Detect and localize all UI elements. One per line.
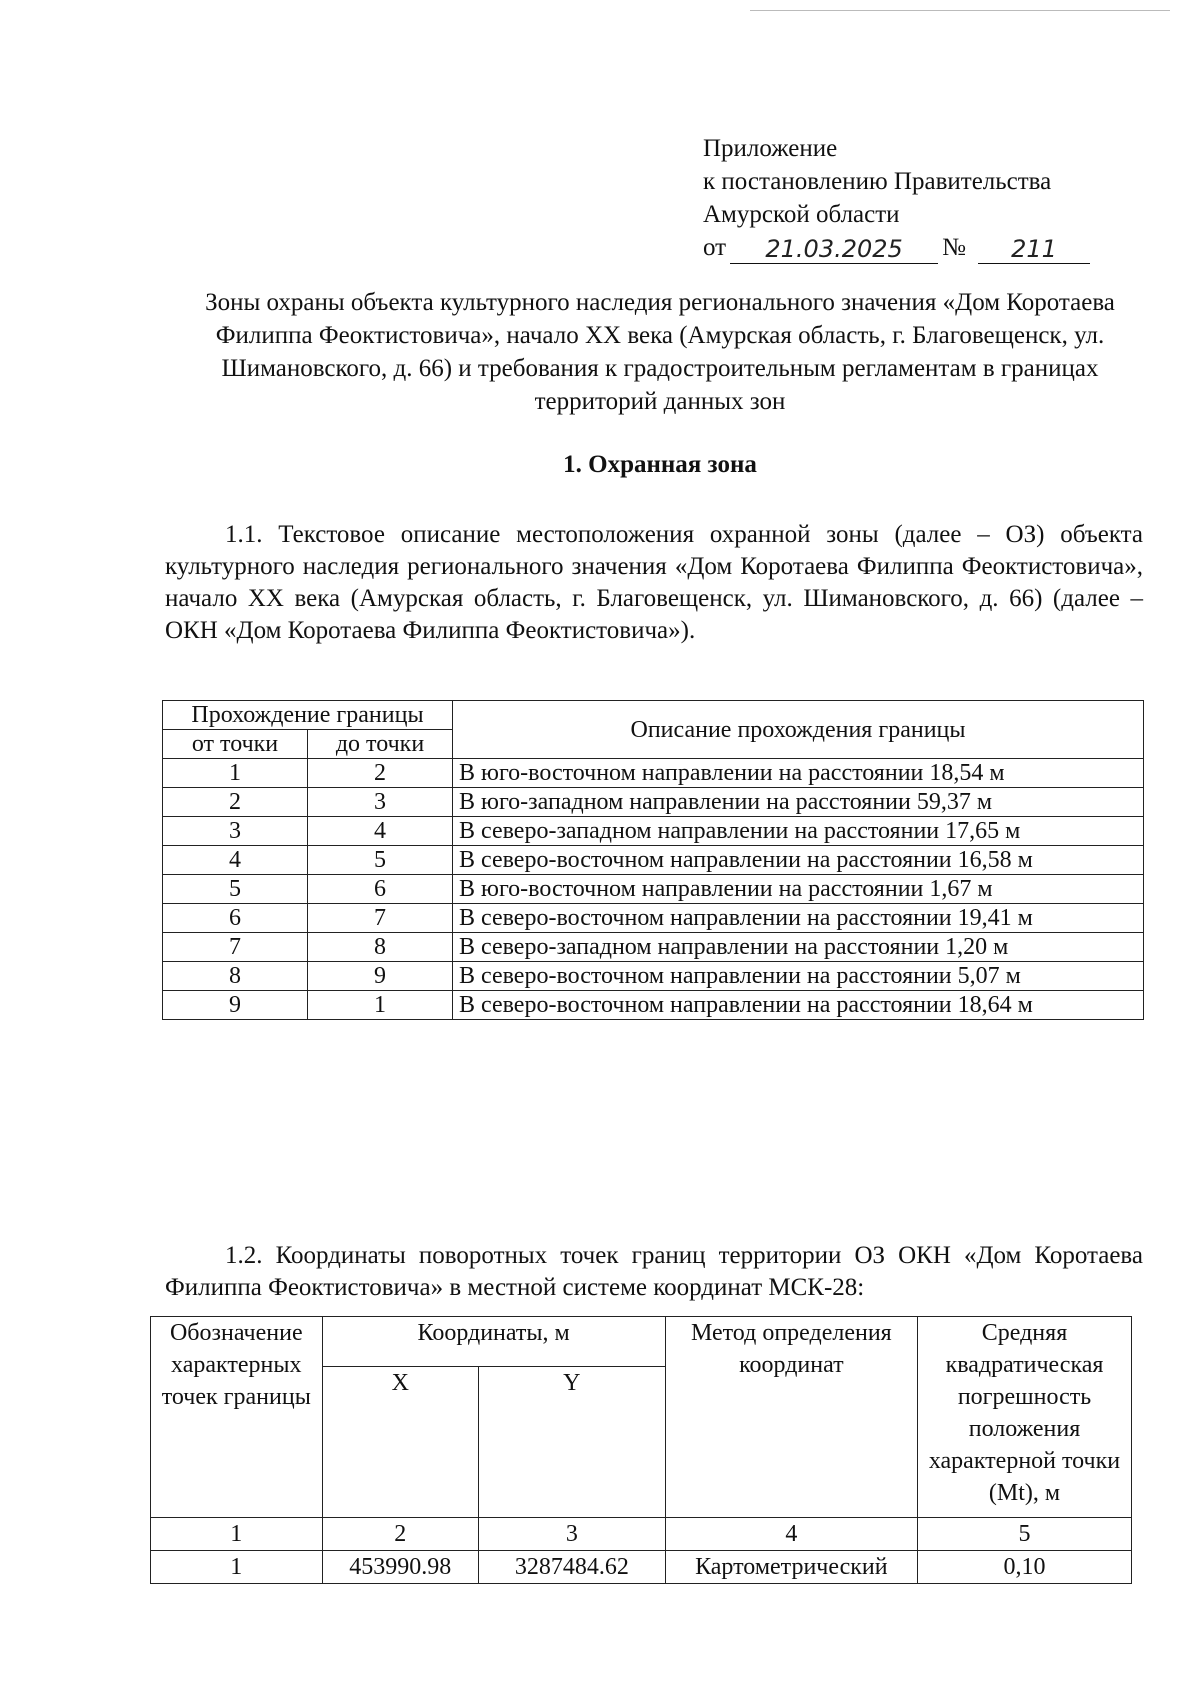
paragraph-1-2: 1.2. Координаты поворотных точек границ территории ОЗ ОКН «Дом Коротаева Филиппа Феоктистовича» в местной системе координат МСК-28: — [165, 1242, 1143, 1301]
boundary-row — [163, 817, 1144, 846]
boundary-to-point: 1 — [308, 991, 453, 1020]
header-boundary-passage: Прохождение границы — [163, 701, 453, 730]
header-x: X — [322, 1367, 478, 1518]
boundary-header-row — [163, 701, 1144, 730]
annex-line-3: Амурской области — [703, 201, 900, 228]
scan-top-line — [750, 10, 1170, 11]
boundary-to-point: 3 — [308, 788, 453, 817]
coord-method: Картометрический — [665, 1551, 917, 1584]
boundary-description: В северо-восточном направлении на расстоянии 16,58 м — [453, 846, 1144, 875]
boundary-to-point: 2 — [308, 759, 453, 788]
document-title: Зоны охраны объекта культурного наследия регионального значения «Дом Коротаева Филиппа Феоктистовича», начало XX века (Амурская область, г. Благовещенск, ул. Шимановского, д. 66) и требования к градостроительным регламентам в границах территорий данных зон — [205, 289, 1115, 415]
boundary-description: В северо-западном направлении на расстоянии 1,20 м — [453, 933, 1144, 962]
boundary-row — [163, 788, 1144, 817]
header-coordinates: Координаты, м — [322, 1317, 665, 1367]
boundary-from-point: 8 — [163, 962, 308, 991]
annex-block — [703, 132, 1090, 264]
coord-row — [151, 1551, 1132, 1584]
boundary-row — [163, 759, 1144, 788]
annex-line-1: Приложение — [703, 135, 838, 162]
boundary-from-point: 1 — [163, 759, 308, 788]
numbering-cell: 5 — [918, 1518, 1132, 1551]
coord-y: 3287484.62 — [478, 1551, 665, 1584]
boundary-to-point: 9 — [308, 962, 453, 991]
coord-x: 453990.98 — [322, 1551, 478, 1584]
annex-dateline — [703, 231, 1090, 264]
boundary-description: В северо-восточном направлении на расстоянии 18,64 м — [453, 991, 1144, 1020]
boundary-row — [163, 875, 1144, 904]
numbering-cell: 3 — [478, 1518, 665, 1551]
numbering-cell: 2 — [322, 1518, 478, 1551]
boundary-from-point: 2 — [163, 788, 308, 817]
coord-point: 1 — [151, 1551, 323, 1584]
paragraph-1-1: 1.1. Текстовое описание местоположения охранной зоны (далее – ОЗ) объекта культурного наследия регионального значения «Дом Коротаева Филиппа Феоктистовича», начало XX века (Амурская область, г. Благовещенск, ул. Шимановского, д. 66) (далее – ОКН «Дом Коротаева Филиппа Феоктистовича»). — [165, 521, 1143, 644]
coord-numbering-row — [151, 1518, 1132, 1551]
boundary-description: В юго-западном направлении на расстоянии 59,37 м — [453, 788, 1144, 817]
boundary-row — [163, 933, 1144, 962]
number-sign: № — [942, 234, 966, 261]
boundary-to-point: 6 — [308, 875, 453, 904]
boundary-table — [162, 700, 1144, 1020]
boundary-to-point: 8 — [308, 933, 453, 962]
boundary-from-point: 3 — [163, 817, 308, 846]
boundary-description: В северо-западном направлении на расстоянии 17,65 м — [453, 817, 1144, 846]
boundary-to-point: 7 — [308, 904, 453, 933]
header-error: Средняя квадратическая погрешность положения характерной точки (Mt), м — [918, 1317, 1132, 1518]
annex-line-2: к постановлению Правительства — [703, 168, 1052, 195]
header-point-designation: Обозначение характерных точек границы — [151, 1317, 323, 1518]
header-from-point: от точки — [163, 730, 308, 759]
boundary-description: В юго-восточном направлении на расстоянии 1,67 м — [453, 875, 1144, 904]
header-description: Описание прохождения границы — [453, 701, 1144, 759]
date-prefix: от — [703, 234, 727, 261]
boundary-from-point: 6 — [163, 904, 308, 933]
boundary-row — [163, 991, 1144, 1020]
boundary-description: В северо-восточном направлении на расстоянии 19,41 м — [453, 904, 1144, 933]
boundary-from-point: 9 — [163, 991, 308, 1020]
boundary-row — [163, 846, 1144, 875]
coord-error: 0,10 — [918, 1551, 1132, 1584]
coord-header-row — [151, 1317, 1132, 1367]
boundary-description: В северо-восточном направлении на расстоянии 5,07 м — [453, 962, 1144, 991]
handwritten-date: 21.03.2025 — [730, 235, 938, 264]
boundary-to-point: 4 — [308, 817, 453, 846]
boundary-to-point: 5 — [308, 846, 453, 875]
boundary-description: В юго-восточном направлении на расстоянии 18,54 м — [453, 759, 1144, 788]
section-heading: 1. Охранная зона — [563, 451, 757, 478]
handwritten-number: 211 — [978, 235, 1090, 264]
header-method: Метод определения координат — [665, 1317, 917, 1518]
boundary-from-point: 4 — [163, 846, 308, 875]
boundary-row — [163, 962, 1144, 991]
coordinates-table — [150, 1316, 1132, 1584]
header-y: Y — [478, 1367, 665, 1518]
numbering-cell: 4 — [665, 1518, 917, 1551]
boundary-row — [163, 904, 1144, 933]
boundary-from-point: 7 — [163, 933, 308, 962]
numbering-cell: 1 — [151, 1518, 323, 1551]
boundary-from-point: 5 — [163, 875, 308, 904]
header-to-point: до точки — [308, 730, 453, 759]
